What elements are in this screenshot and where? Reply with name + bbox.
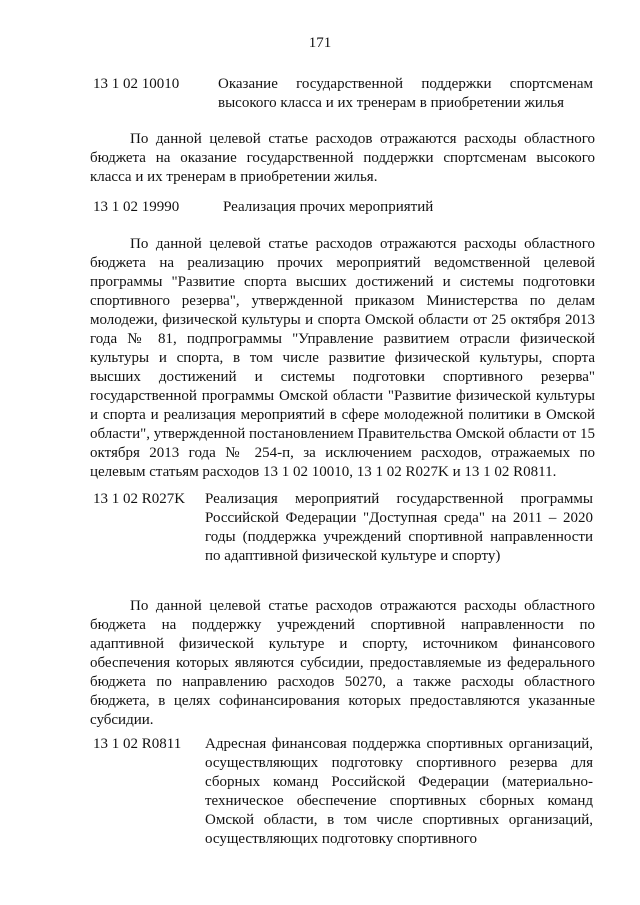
entry-description: По данной целевой статье расходов отражаются расходы областного бюджета на поддержку учреждений спортивной направленности по адаптивной физической культуре и спорту, источником финансового обеспечения которых являются субсидии, предоставляемые из федерального бюджета по направлению расходов 50270, а также расходы областного бюджета, в целях софинансирования которых предоставляются указанные субсидии. bbox=[90, 598, 595, 728]
entry-description: По данной целевой статье расходов отражаются расходы областного бюджета на оказание государственной поддержки спортсменам высокого класса и их тренерам в приобретении жилья. bbox=[90, 131, 595, 185]
entry-code: 13 1 02 19990 bbox=[93, 199, 180, 215]
entry-title: Адресная финансовая поддержка спортивных организаций, осуществляющих подготовку спортивного резерва для сборных команд Российской Федерации (материально-техническое обеспечение спортивных сборных команд Омской области, в том числе спортивных организаций, осуществляющих подготовку спортивного bbox=[205, 736, 593, 847]
entry-title: Оказание государственной поддержки спортсменам высокого класса и их тренерам в приобретении жилья bbox=[218, 76, 593, 111]
entry-heading bbox=[93, 75, 593, 113]
entry-title: Реализация мероприятий государственной программы Российской Федерации "Доступная среда" на 2011 – 2020 годы (поддержка учреждений спортивной направленности по адаптивной физической культуре и спорту) bbox=[205, 491, 593, 564]
entry-code: 13 1 02 R0811 bbox=[93, 736, 182, 752]
page-number: 171 bbox=[308, 35, 332, 51]
entry-title: Реализация прочих мероприятий bbox=[223, 199, 434, 215]
entry-code: 13 1 02 10010 bbox=[93, 76, 180, 92]
entry-heading bbox=[93, 198, 593, 217]
entry-code: 13 1 02 R027K bbox=[93, 491, 186, 507]
entry-description: По данной целевой статье расходов отражаются расходы областного бюджета на реализацию прочих мероприятий ведомственной целевой программы "Развитие спорта высших достижений и системы подготовки спортивного резерва", утвержденной приказом Министерства по делам молодежи, физической культуры и спорта Омской области от 25 октября 2013 года № 81, подпрограммы "Управление развитием отрасли физической культуры и спорта, в том числе развитие физической культуры, спорта высших достижений и системы подготовки спортивного резерва" государственной программы Омской области "Развитие физической культуры и спорта и реализация мероприятий в сфере молодежной политики в Омской области", утвержденной постановлением Правительства Омской области от 15 октября 2013 года № 254-п, за исключением расходов, отражаемых по целевым статьям расходов 13 1 02 10010, 13 1 02 R027K и 13 1 02 R0811. bbox=[90, 236, 595, 480]
entry-heading bbox=[93, 735, 593, 849]
entry-heading bbox=[93, 490, 593, 566]
